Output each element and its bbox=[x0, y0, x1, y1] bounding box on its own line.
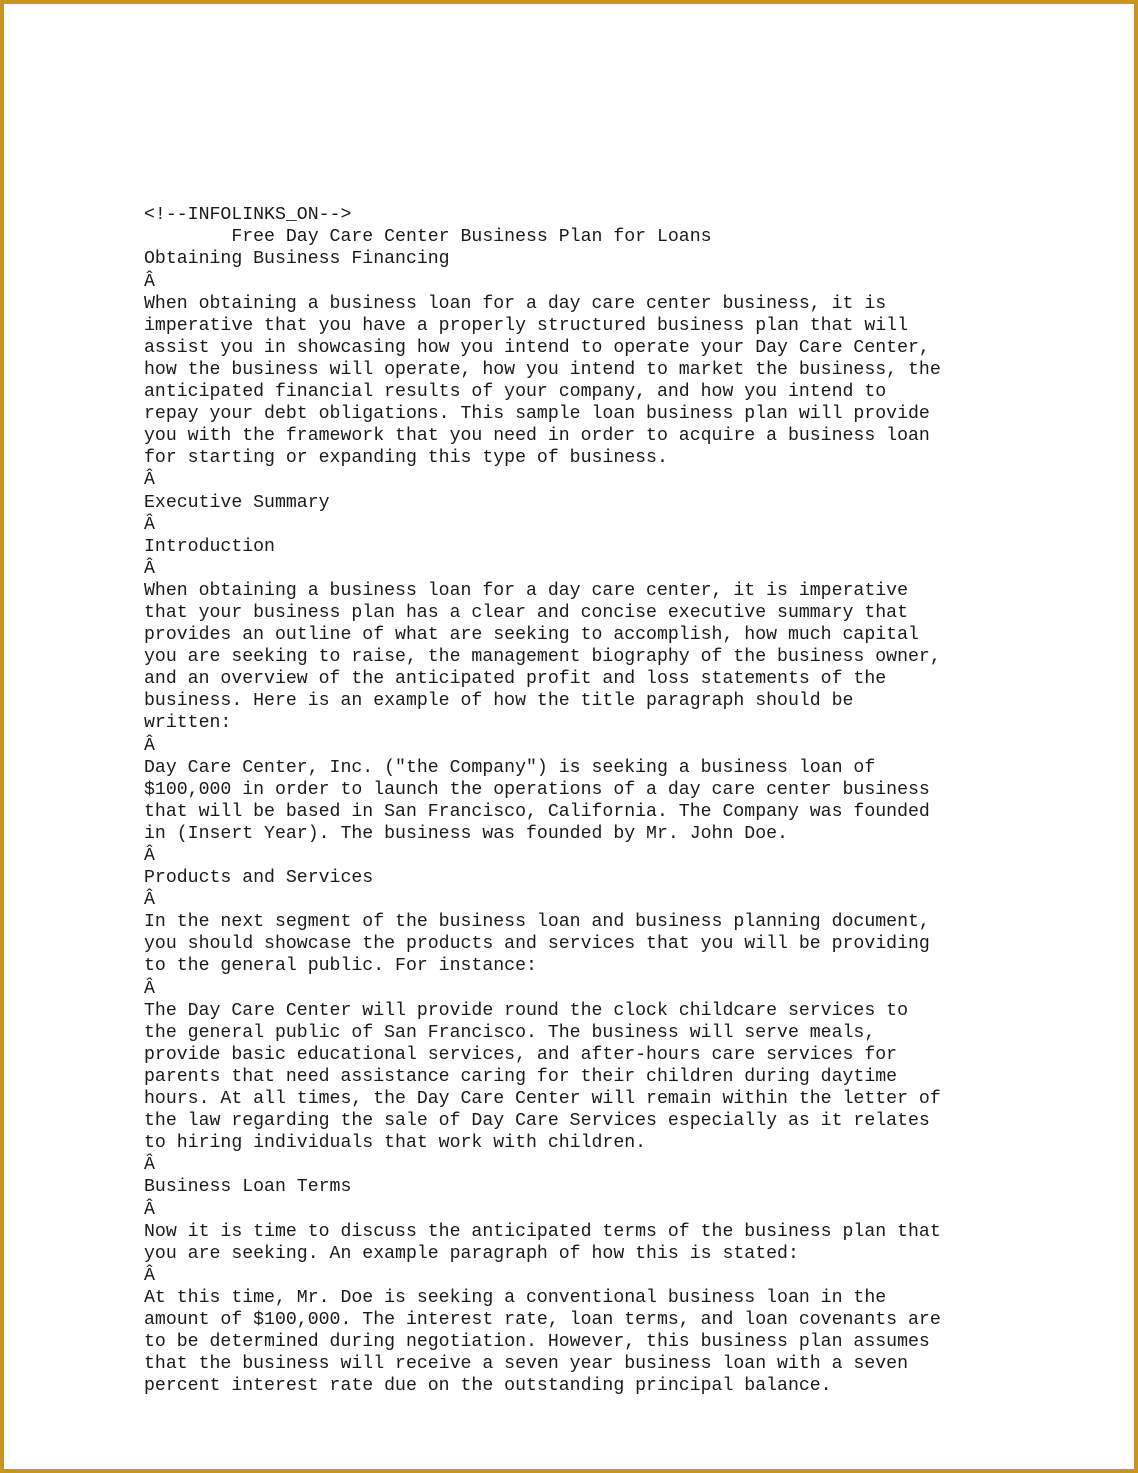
document-line: Introduction bbox=[144, 536, 275, 557]
document-line: assist you in showcasing how you intend to operate your Day Care Center, bbox=[144, 337, 930, 358]
document-line: that will be based in San Francisco, California. The Company was founded bbox=[144, 801, 930, 822]
document-line: amount of $100,000. The interest rate, loan terms, and loan covenants are bbox=[144, 1309, 941, 1330]
document-line: Â bbox=[144, 890, 155, 911]
document-line: you are seeking. An example paragraph of how this is stated: bbox=[144, 1243, 799, 1264]
document-line: Free Day Care Center Business Plan for Loans bbox=[144, 227, 712, 248]
document-line: In the next segment of the business loan and business planning document, bbox=[144, 912, 930, 933]
document-line: to the general public. For instance: bbox=[144, 956, 537, 977]
document-line: $100,000 in order to launch the operations of a day care center business bbox=[144, 779, 930, 800]
document-line: When obtaining a business loan for a day care center, it is imperative bbox=[144, 580, 908, 601]
document-line: Products and Services bbox=[144, 868, 374, 889]
document-line: Â bbox=[144, 470, 155, 491]
document-line: business. Here is an example of how the title paragraph should be bbox=[144, 691, 854, 712]
document-line: written: bbox=[144, 713, 232, 734]
document-line: provide basic educational services, and after-hours care services for bbox=[144, 1044, 898, 1065]
document-line: Â bbox=[144, 1265, 155, 1286]
document-line: and an overview of the anticipated profit and loss statements of the bbox=[144, 669, 887, 690]
document-line: to hiring individuals that work with children. bbox=[144, 1133, 647, 1154]
document-line: Â bbox=[144, 1155, 155, 1176]
document-line: hours. At all times, the Day Care Center will remain within the letter of bbox=[144, 1089, 941, 1110]
document-line: Â bbox=[144, 271, 155, 292]
document-line: imperative that you have a properly structured business plan that will bbox=[144, 315, 908, 336]
document-line: Now it is time to discuss the anticipated terms of the business plan that bbox=[144, 1221, 941, 1242]
document-line: Executive Summary bbox=[144, 492, 330, 513]
document-line: Â bbox=[144, 846, 155, 866]
document-line: Obtaining Business Financing bbox=[144, 249, 450, 270]
document-line: how the business will operate, how you intend to market the business, the bbox=[144, 359, 941, 380]
document-body bbox=[144, 138, 1044, 1397]
document-line: Â bbox=[144, 1199, 155, 1220]
document-line: Â bbox=[144, 735, 155, 756]
document-line: <!--INFOLINKS_ON--> bbox=[144, 205, 352, 226]
document-line: the law regarding the sale of Day Care Services especially as it relates bbox=[144, 1111, 930, 1132]
document-line: in (Insert Year). The business was founded by Mr. John Doe. bbox=[144, 823, 788, 844]
document-line: Day Care Center, Inc. ("the Company") is seeking a business loan of bbox=[144, 757, 876, 778]
document-line: for starting or expanding this type of business. bbox=[144, 448, 668, 469]
document-line: you are seeking to raise, the management biography of the business owner, bbox=[144, 647, 941, 668]
document-line: When obtaining a business loan for a day care center business, it is bbox=[144, 293, 887, 314]
document-line: percent interest rate due on the outstanding principal balance. bbox=[144, 1376, 832, 1397]
document-line: Â bbox=[144, 558, 155, 579]
document-line: Â bbox=[144, 978, 155, 999]
document-line: provides an outline of what are seeking to accomplish, how much capital bbox=[144, 625, 919, 646]
document-line: the general public of San Francisco. The business will serve meals, bbox=[144, 1022, 876, 1043]
document-line: At this time, Mr. Doe is seeking a conventional business loan in the bbox=[144, 1287, 887, 1308]
document-line: you with the framework that you need in order to acquire a business loan bbox=[144, 426, 930, 447]
document-line: anticipated financial results of your company, and how you intend to bbox=[144, 382, 887, 403]
document-line: that your business plan has a clear and concise executive summary that bbox=[144, 602, 908, 623]
document-line: to be determined during negotiation. However, this business plan assumes bbox=[144, 1332, 930, 1353]
document-line: repay your debt obligations. This sample loan business plan will provide bbox=[144, 404, 930, 425]
document-line: Â bbox=[144, 514, 155, 535]
document-line: you should showcase the products and services that you will be providing bbox=[144, 934, 930, 955]
document-line: parents that need assistance caring for their children during daytime bbox=[144, 1066, 898, 1087]
document-line: Business Loan Terms bbox=[144, 1177, 352, 1198]
document-line: The Day Care Center will provide round the clock childcare services to bbox=[144, 1000, 908, 1021]
document-line: that the business will receive a seven year business loan with a seven bbox=[144, 1354, 908, 1375]
